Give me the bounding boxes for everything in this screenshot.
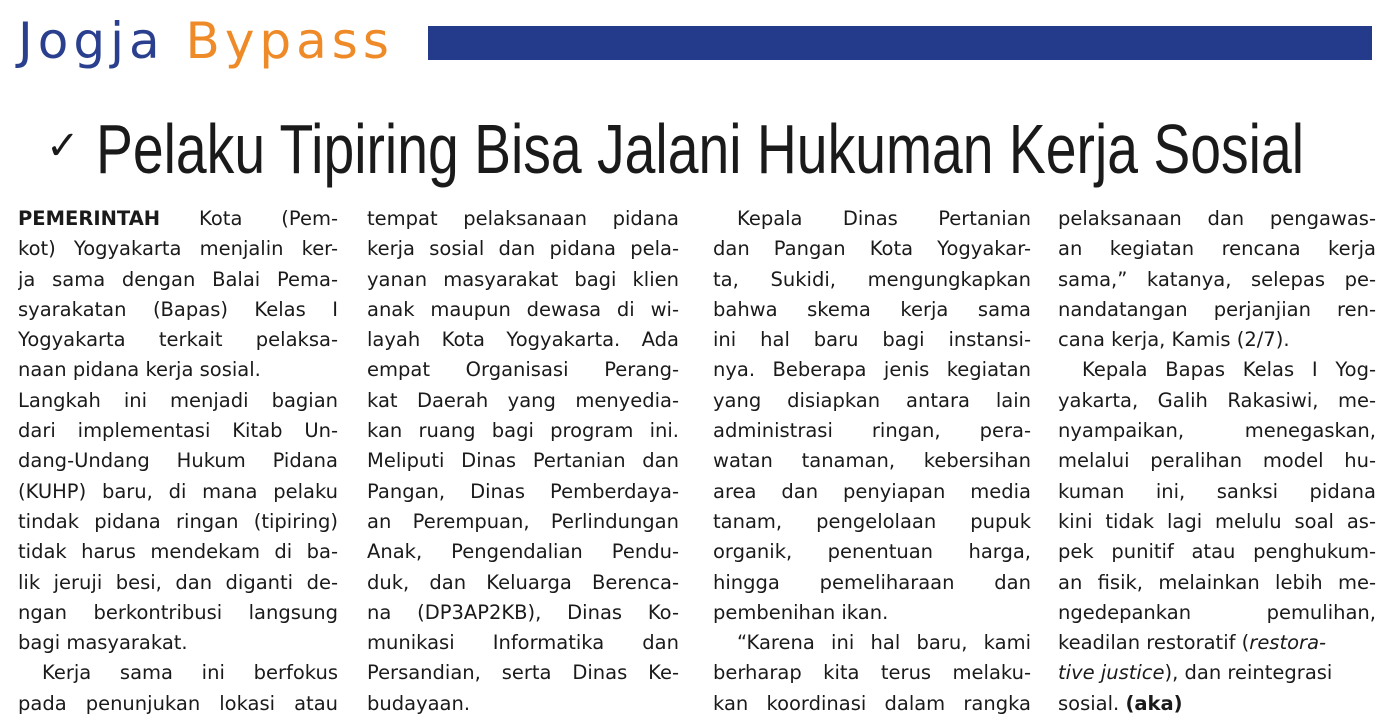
article-line: anak maupun dewasa di wi- (367, 297, 679, 321)
article-line: nyampaikan, menegaskan, (1058, 419, 1376, 443)
article-line: Langkah ini menjadi bagian (18, 388, 338, 412)
article-line: Persandian, serta Dinas Ke- (367, 661, 679, 685)
article-line: ini hal baru bagi instansi- (713, 328, 1031, 352)
article-line: ngan berkontribusi langsung (18, 600, 338, 624)
article-line: keadilan restoratif (restora- (1058, 631, 1327, 655)
checkmark-icon: ✓ (46, 123, 80, 169)
article-line: ngedepankan pemulihan, (1058, 600, 1376, 624)
rubric-bar (428, 26, 1372, 60)
article-line: kat Daerah yang menyedia- (367, 388, 679, 412)
article-line: tanam, pengelolaan pupuk (713, 509, 1031, 533)
article-line: syarakatan (Bapas) Kelas I (18, 297, 338, 321)
article-line: lik jeruji besi, dan diganti de- (18, 570, 338, 594)
article-line: pembenihan ikan. (713, 600, 889, 624)
article-line: berharap kita terus melaku- (713, 661, 1031, 685)
author-initials: (aka) (1125, 691, 1183, 715)
article-line: nandatangan perjanjian ren- (1058, 297, 1376, 321)
article-line: PEMERINTAH Kota (Pem- (18, 207, 338, 230)
article-line: dang-Undang Hukum Pidana (18, 449, 338, 473)
article-line: sosial. (aka) (1058, 691, 1183, 715)
article-line: bahwa skema kerja sama (713, 297, 1031, 321)
article-line: yanan masyarakat bagi klien (367, 267, 679, 291)
article-line: Kepala Dinas Pertanian (737, 207, 1031, 230)
article-line: na (DP3AP2KB), Dinas Ko- (367, 600, 679, 624)
article-line: kan ruang bagi program ini. (367, 419, 679, 443)
article-line: budayaan. (367, 691, 471, 715)
article-column-4 (1058, 204, 1376, 719)
article-line: tindak pidana ringan (tipiring) (18, 509, 338, 533)
article-line: tempat pelaksanaan pidana (367, 207, 679, 230)
article-line: hingga pemeliharaan dan (713, 570, 1031, 594)
article-line: administrasi ringan, pera- (713, 419, 1031, 443)
article-line: kot) Yogyakarta menjalin ker- (18, 237, 338, 261)
article-line: yang disiapkan antara lain (713, 388, 1031, 412)
article-line: layah Kota Yogyakarta. Ada (367, 328, 679, 352)
article-line: Pangan, Dinas Pemberdaya- (367, 479, 679, 503)
article-line: duk, dan Keluarga Berenca- (367, 570, 679, 594)
article-line: tidak harus mendekam di ba- (18, 540, 338, 564)
section-rubric (18, 10, 394, 72)
article-line: “Karena ini hal baru, kami (737, 631, 1031, 655)
headline: Pelaku Tipiring Bisa Jalani Hukuman Kerja Sosial (96, 110, 1304, 188)
article-line: Anak, Pengendalian Pendu- (367, 540, 679, 564)
article-line: nya. Beberapa jenis kegiatan (713, 358, 1031, 382)
rubric-jogja: Jogja (18, 12, 165, 70)
rubric-bypass: Bypass (185, 12, 394, 70)
article-line: cana kerja, Kamis (2/7). (1058, 328, 1290, 352)
article-line: kan koordinasi dalam rangka (713, 691, 1031, 715)
article-line: Kerja sama ini berfokus (42, 661, 338, 685)
article-line: dan Pangan Kota Yogyakar- (713, 237, 1031, 261)
article-line: pek punitif atau penghukum- (1058, 540, 1376, 564)
article-line: ja sama dengan Balai Pema- (18, 267, 338, 291)
article-line: Yogyakarta terkait pelaksa- (18, 328, 338, 352)
article-column-3 (713, 204, 1031, 719)
article-line: kuman ini, sanksi pidana (1058, 479, 1376, 503)
article-line: naan pidana kerja sosial. (18, 358, 261, 382)
article-line: Kepala Bapas Kelas I Yog- (1082, 358, 1376, 382)
article-line: watan tanaman, kebersihan (713, 449, 1031, 473)
lead-word: PEMERINTAH (18, 207, 161, 230)
article-line: ta, Sukidi, mengungkapkan (713, 267, 1031, 291)
article-line: an Perempuan, Perlindungan (367, 509, 679, 533)
article-line: an fisik, melainkan lebih me- (1058, 570, 1376, 594)
article-line: yakarta, Galih Rakasiwi, me- (1058, 388, 1376, 412)
article-line: kini tidak lagi melulu soal as- (1058, 509, 1376, 533)
article-line: an kegiatan rencana kerja (1058, 237, 1376, 261)
article-line: kerja sosial dan pidana pela- (367, 237, 679, 261)
article-line: organik, penentuan harga, (713, 540, 1031, 564)
article-line: munikasi Informatika dan (367, 631, 679, 655)
article-column-2 (367, 204, 679, 719)
article-column-1 (18, 204, 338, 719)
article-line: bagi masyarakat. (18, 631, 188, 655)
article-line: pada penunjukan lokasi atau (18, 691, 338, 715)
article-line: pelaksanaan dan pengawas- (1058, 207, 1376, 230)
article-line: tive justice), dan reintegrasi (1058, 661, 1333, 685)
article-line: (KUHP) baru, di mana pelaku (18, 479, 338, 503)
article-line: Meliputi Dinas Pertanian dan (367, 449, 679, 473)
article-line: area dan penyiapan media (713, 479, 1031, 503)
article-line: dari implementasi Kitab Un- (18, 419, 338, 443)
article-line: empat Organisasi Perang- (367, 358, 679, 382)
article-line: sama,” katanya, selepas pe- (1058, 267, 1376, 291)
article-line: melalui peralihan model hu- (1058, 449, 1376, 473)
